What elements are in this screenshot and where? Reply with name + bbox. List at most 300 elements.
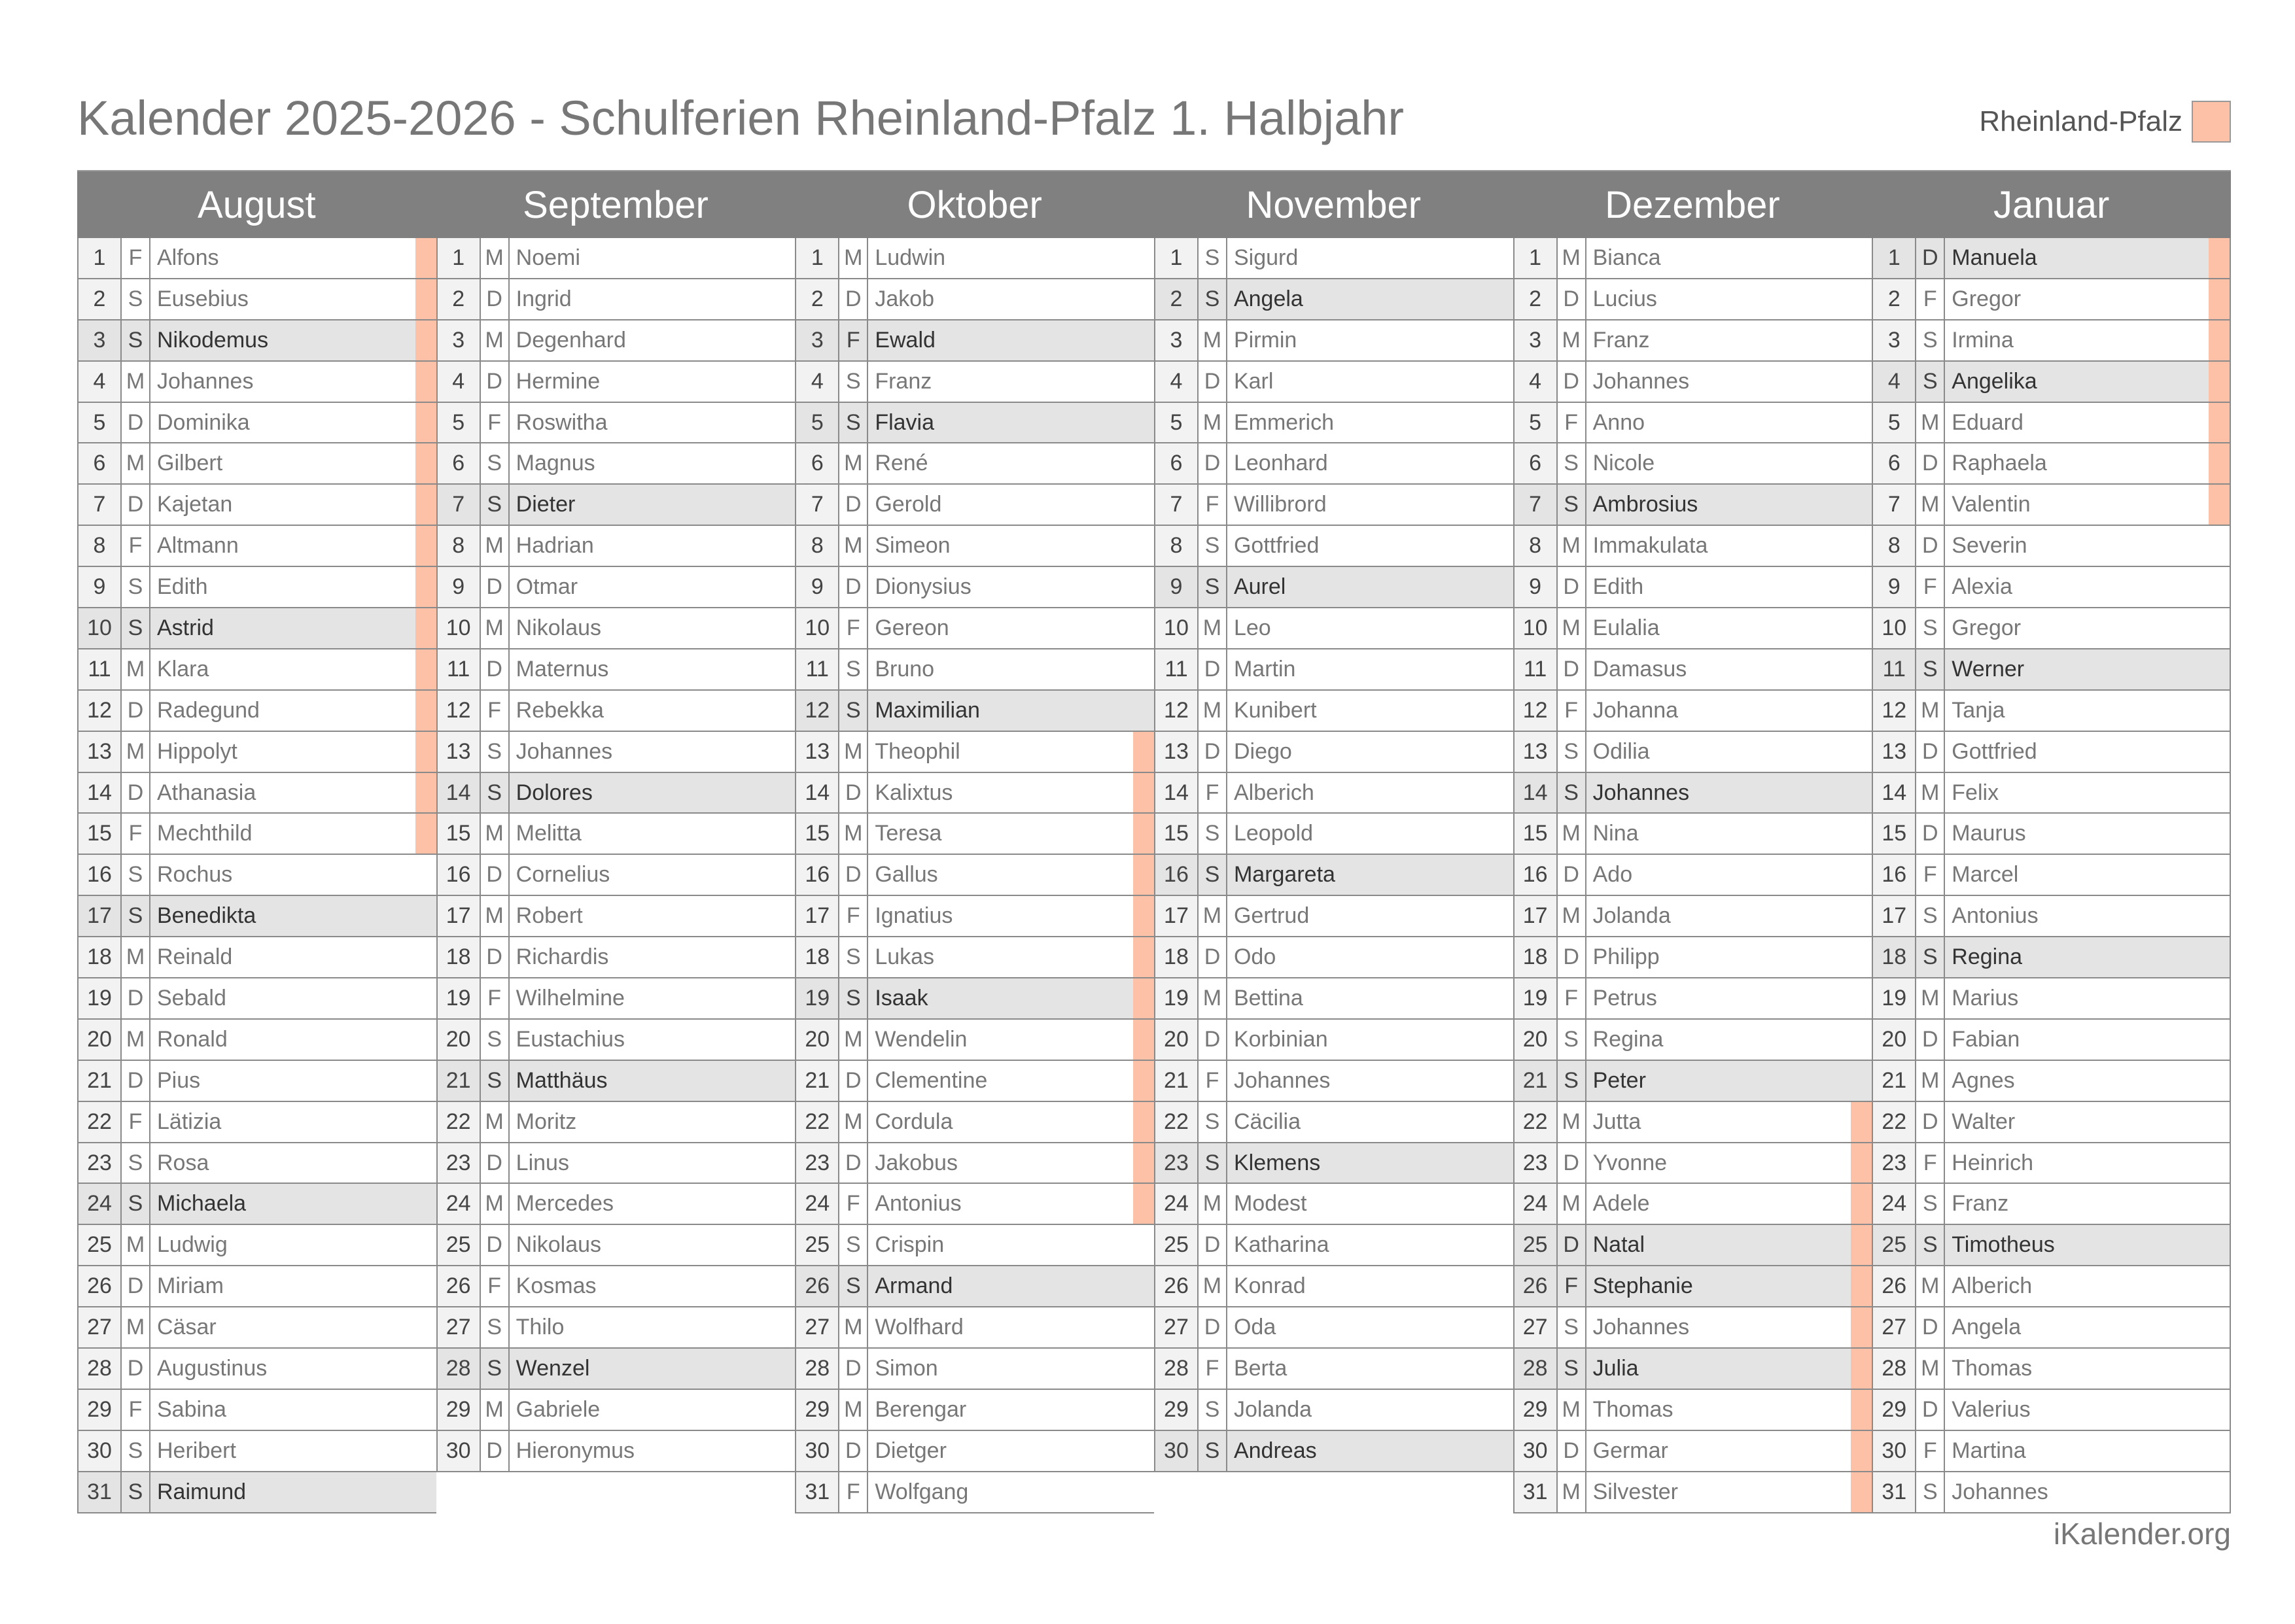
day-row (77, 567, 436, 608)
weekday-letter: S (1558, 1307, 1586, 1347)
day-row (1513, 937, 1872, 978)
day-row (1154, 1102, 1513, 1143)
name-day: Raphaela (1952, 451, 2047, 476)
weekday-letter: M (1558, 1472, 1586, 1512)
name-day: Anno (1592, 409, 1645, 435)
weekday-letter: M (1199, 978, 1227, 1018)
day-number: 6 (438, 443, 481, 483)
weekday-letter: D (1558, 937, 1586, 977)
legend-label: Rheinland-Pfalz (1979, 105, 2182, 137)
school-holiday-marker (415, 608, 436, 648)
day-row (436, 732, 796, 773)
day-number: 28 (1515, 1349, 1558, 1389)
name-day: Agnes (1952, 1067, 2015, 1093)
day-row (77, 1102, 436, 1143)
weekday-letter: S (1199, 567, 1227, 607)
school-holiday-marker (415, 567, 436, 607)
day-row (1872, 1020, 2231, 1061)
day-number: 15 (79, 814, 122, 854)
day-number: 18 (1155, 937, 1199, 977)
name-day: Degenhard (516, 327, 626, 353)
name-day: Eustachius (516, 1026, 625, 1052)
day-number: 29 (1515, 1390, 1558, 1430)
day-row (1872, 608, 2231, 649)
day-row (1513, 773, 1872, 814)
weekday-letter: S (122, 1472, 150, 1512)
name-day: Angela (1952, 1315, 2022, 1340)
name-day: Jolanda (1592, 903, 1671, 929)
day-row (1872, 238, 2231, 279)
day-number: 5 (796, 403, 839, 443)
day-number: 2 (79, 279, 122, 319)
day-row (1154, 238, 1513, 279)
name-day: Sigurd (1233, 245, 1299, 270)
weekday-letter: S (481, 732, 510, 772)
name-day: Berengar (875, 1396, 967, 1422)
weekday-letter: F (122, 1102, 150, 1142)
day-number: 22 (438, 1102, 481, 1142)
school-holiday-marker (1133, 978, 1154, 1018)
day-number: 27 (1155, 1307, 1199, 1347)
school-holiday-marker (1133, 896, 1154, 936)
day-row (1872, 978, 2231, 1020)
weekday-letter: M (1199, 691, 1227, 731)
day-row (1154, 320, 1513, 362)
day-row (1154, 1390, 1513, 1431)
name-day: Johanna (1592, 697, 1679, 723)
day-number: 22 (79, 1102, 122, 1142)
weekday-letter: D (1558, 649, 1586, 689)
weekday-letter: M (1916, 773, 1945, 813)
day-row (1154, 567, 1513, 608)
day-number: 17 (796, 896, 839, 936)
weekday-letter: D (1558, 1225, 1586, 1265)
weekday-letter: M (839, 1020, 868, 1060)
day-row (1513, 526, 1872, 567)
day-row (1513, 896, 1872, 937)
name-day: Willibrord (1233, 492, 1327, 517)
day-row (77, 279, 436, 320)
weekday-letter: F (1916, 567, 1945, 607)
name-day: Silvester (1592, 1479, 1678, 1504)
name-day: Moritz (516, 1109, 577, 1134)
name-day: Altmann (157, 533, 239, 559)
day-number: 19 (79, 978, 122, 1018)
day-number: 26 (79, 1266, 122, 1306)
day-number: 20 (1515, 1020, 1558, 1060)
day-row (1513, 238, 1872, 279)
weekday-letter: D (1558, 567, 1586, 607)
day-row (1872, 855, 2231, 896)
name-day: Cornelius (516, 862, 610, 888)
weekday-letter: M (1199, 320, 1227, 360)
day-number: 8 (438, 526, 481, 566)
weekday-letter: M (1558, 1102, 1586, 1142)
name-day: Margareta (1233, 862, 1335, 888)
school-holiday-marker (2209, 320, 2230, 360)
weekday-letter: F (839, 320, 868, 360)
day-row (1154, 814, 1513, 855)
name-day: Angelika (1952, 368, 2037, 394)
weekday-letter: S (122, 608, 150, 648)
day-row (1513, 485, 1872, 526)
day-row (795, 1472, 1154, 1513)
day-number: 13 (79, 732, 122, 772)
day-row (436, 1349, 796, 1390)
name-day: Felix (1952, 780, 1999, 805)
day-number: 30 (79, 1431, 122, 1471)
weekday-letter: S (1916, 1184, 1945, 1224)
day-number: 24 (1515, 1184, 1558, 1224)
day-number: 31 (79, 1472, 122, 1512)
weekday-letter: M (481, 320, 510, 360)
day-row (1872, 567, 2231, 608)
day-number: 11 (79, 649, 122, 689)
weekday-letter: M (1199, 608, 1227, 648)
weekday-letter: D (122, 1061, 150, 1101)
weekday-letter: S (1199, 238, 1227, 278)
weekday-letter: M (481, 1184, 510, 1224)
day-number: 20 (438, 1020, 481, 1060)
weekday-letter: S (1916, 649, 1945, 689)
day-row (436, 320, 796, 362)
weekday-letter: D (1199, 362, 1227, 402)
day-number: 14 (1873, 773, 1916, 813)
name-day: Johannes (516, 738, 613, 764)
name-day: Kalixtus (875, 780, 953, 805)
weekday-letter: S (839, 403, 868, 443)
name-day: Noemi (516, 245, 580, 270)
day-row (77, 1307, 436, 1349)
weekday-letter: S (1916, 608, 1945, 648)
school-holiday-marker (1133, 1184, 1154, 1224)
name-day: Wilhelmine (516, 985, 625, 1011)
school-holiday-marker (1133, 937, 1154, 977)
name-day: Cäcilia (1233, 1109, 1301, 1134)
day-number: 28 (796, 1349, 839, 1389)
day-row (1872, 1431, 2231, 1472)
name-day: Astrid (157, 615, 214, 640)
day-number: 25 (1515, 1225, 1558, 1265)
weekday-letter: M (1558, 320, 1586, 360)
name-day: Radegund (157, 697, 260, 723)
name-day: Germar (1592, 1438, 1668, 1463)
day-number: 19 (796, 978, 839, 1018)
weekday-letter: D (1916, 1390, 1945, 1430)
day-row (1872, 403, 2231, 444)
school-holiday-marker (415, 279, 436, 319)
school-holiday-marker (1133, 1143, 1154, 1183)
day-row (77, 773, 436, 814)
weekday-letter: D (122, 773, 150, 813)
weekday-letter: F (481, 691, 510, 731)
name-day: Aurel (1233, 574, 1286, 600)
name-day: Michaela (157, 1191, 247, 1217)
day-row (1154, 1020, 1513, 1061)
weekday-letter: M (1199, 1266, 1227, 1306)
weekday-letter: D (1916, 814, 1945, 854)
name-day: Johannes (157, 368, 254, 394)
day-row (795, 937, 1154, 978)
day-number: 16 (796, 855, 839, 895)
day-number: 14 (796, 773, 839, 813)
name-day: Nikolaus (516, 1232, 602, 1258)
day-number: 24 (1155, 1184, 1199, 1224)
day-row (1154, 978, 1513, 1020)
day-number: 2 (438, 279, 481, 319)
weekday-letter: S (122, 320, 150, 360)
school-holiday-marker (1133, 855, 1154, 895)
day-row (795, 978, 1154, 1020)
legend-color-swatch (2192, 101, 2231, 143)
name-day: Leonhard (1233, 451, 1328, 476)
day-row (795, 485, 1154, 526)
day-row (795, 443, 1154, 485)
month-column-august (77, 170, 436, 1513)
day-row (1872, 1266, 2231, 1307)
day-number: 18 (1873, 937, 1916, 977)
name-day: Konrad (1233, 1273, 1306, 1299)
day-number: 27 (1873, 1307, 1916, 1347)
name-day: Franz (875, 368, 932, 394)
name-day: Dominika (157, 409, 250, 435)
day-number: 18 (1515, 937, 1558, 977)
day-number: 16 (79, 855, 122, 895)
name-day: Thomas (1592, 1396, 1673, 1422)
day-number: 23 (1873, 1143, 1916, 1183)
weekday-letter: D (122, 691, 150, 731)
name-day: Eusebius (157, 286, 249, 311)
day-number: 31 (796, 1472, 839, 1512)
name-day: Edith (1592, 574, 1644, 600)
day-number: 12 (1873, 691, 1916, 731)
name-day: Rebekka (516, 697, 604, 723)
name-day: Walter (1952, 1109, 2016, 1134)
weekday-letter: S (1916, 320, 1945, 360)
weekday-letter: D (839, 485, 868, 525)
day-number: 28 (79, 1349, 122, 1389)
school-holiday-marker (2209, 238, 2230, 278)
weekday-letter: D (1199, 937, 1227, 977)
day-row (1872, 1143, 2231, 1184)
name-day: Maternus (516, 656, 609, 682)
weekday-letter: F (1199, 1061, 1227, 1101)
weekday-letter: F (1916, 1431, 1945, 1471)
day-number: 20 (1873, 1020, 1916, 1060)
day-row (77, 1143, 436, 1184)
day-number: 27 (438, 1307, 481, 1347)
weekday-letter: S (481, 443, 510, 483)
name-day: Emmerich (1233, 409, 1334, 435)
day-number: 23 (796, 1143, 839, 1183)
day-row (436, 691, 796, 732)
day-row (436, 279, 796, 320)
weekday-letter: F (839, 896, 868, 936)
weekday-letter: S (839, 978, 868, 1018)
name-day: Wolfhard (875, 1315, 964, 1340)
name-day: Ludwin (875, 245, 946, 270)
weekday-letter: D (481, 279, 510, 319)
month-column-oktober (795, 170, 1154, 1513)
weekday-letter: F (1558, 691, 1586, 731)
name-day: Hadrian (516, 533, 594, 559)
day-row (795, 526, 1154, 567)
weekday-letter: D (839, 1349, 868, 1389)
name-day: Gereon (875, 615, 949, 640)
day-row (795, 238, 1154, 279)
day-number: 20 (1155, 1020, 1199, 1060)
name-day: Hermine (516, 368, 601, 394)
day-row (1872, 814, 2231, 855)
month-header: Januar (1872, 170, 2231, 238)
weekday-letter: S (481, 1061, 510, 1101)
day-number: 8 (1515, 526, 1558, 566)
weekday-letter: S (1199, 279, 1227, 319)
day-number: 1 (79, 238, 122, 278)
weekday-letter: D (1916, 526, 1945, 566)
name-day: Johannes (1592, 1315, 1690, 1340)
weekday-letter: F (1558, 978, 1586, 1018)
weekday-letter: D (1199, 732, 1227, 772)
day-row (795, 855, 1154, 896)
name-day: Wolfgang (875, 1479, 969, 1504)
name-day: Pirmin (1233, 327, 1297, 353)
name-day: Linus (516, 1150, 569, 1175)
day-number: 3 (1155, 320, 1199, 360)
weekday-letter: D (481, 937, 510, 977)
day-number: 25 (1155, 1225, 1199, 1265)
weekday-letter: D (1916, 732, 1945, 772)
school-holiday-marker (1133, 1020, 1154, 1060)
weekday-letter: F (1558, 403, 1586, 443)
day-row (1872, 320, 2231, 362)
weekday-letter: M (481, 608, 510, 648)
day-number: 19 (1515, 978, 1558, 1018)
name-day: Karl (1233, 368, 1274, 394)
name-day: Sebald (157, 985, 226, 1011)
day-number: 12 (79, 691, 122, 731)
weekday-letter: S (1916, 1472, 1945, 1512)
day-row (77, 1184, 436, 1225)
day-row (1872, 1184, 2231, 1225)
school-holiday-marker (415, 362, 436, 402)
weekday-letter: D (122, 1349, 150, 1389)
name-day: Damasus (1592, 656, 1687, 682)
day-number: 13 (1515, 732, 1558, 772)
day-row (1154, 896, 1513, 937)
name-day: Mechthild (157, 821, 253, 846)
month-header: November (1154, 170, 1513, 238)
school-holiday-marker (415, 320, 436, 360)
day-row (1872, 485, 2231, 526)
name-day: Ronald (157, 1026, 228, 1052)
day-row (436, 1307, 796, 1349)
weekday-letter: D (481, 1225, 510, 1265)
name-day: Martin (1233, 656, 1296, 682)
month-header: Oktober (795, 170, 1154, 238)
day-row (436, 485, 796, 526)
weekday-letter: M (122, 937, 150, 977)
day-number: 29 (438, 1390, 481, 1430)
day-number: 26 (438, 1266, 481, 1306)
weekday-letter: M (1916, 1266, 1945, 1306)
weekday-letter: S (481, 1020, 510, 1060)
name-day: Manuela (1952, 245, 2037, 270)
day-number: 4 (79, 362, 122, 402)
school-holiday-marker (2209, 443, 2230, 483)
weekday-letter: M (481, 896, 510, 936)
school-holiday-marker (1851, 1266, 1872, 1306)
name-day: Gilbert (157, 451, 223, 476)
day-row (1872, 1061, 2231, 1102)
weekday-letter: S (1558, 732, 1586, 772)
month-header: Dezember (1513, 170, 1872, 238)
name-day: Korbinian (1233, 1026, 1328, 1052)
name-day: Bettina (1233, 985, 1303, 1011)
page-title: Kalender 2025-2026 - Schulferien Rheinland-Pfalz 1. Halbjahr (77, 91, 1405, 145)
weekday-letter: M (1916, 978, 1945, 1018)
day-number: 29 (796, 1390, 839, 1430)
weekday-letter: M (122, 1307, 150, 1347)
day-number: 30 (1155, 1431, 1199, 1471)
weekday-letter: S (1558, 1349, 1586, 1389)
name-day: Andreas (1233, 1438, 1317, 1463)
weekday-letter: F (1199, 1349, 1227, 1389)
day-row (1872, 279, 2231, 320)
school-holiday-marker (415, 238, 436, 278)
day-row (1872, 1102, 2231, 1143)
day-number: 25 (1873, 1225, 1916, 1265)
weekday-letter: S (481, 485, 510, 525)
day-row (1154, 1143, 1513, 1184)
day-row (436, 238, 796, 279)
day-number: 17 (438, 896, 481, 936)
day-number: 16 (438, 855, 481, 895)
weekday-letter: M (1916, 1349, 1945, 1389)
weekday-letter: S (1199, 1390, 1227, 1430)
day-row (1154, 855, 1513, 896)
month-column-januar (1872, 170, 2231, 1513)
day-row (1513, 279, 1872, 320)
day-row (795, 1266, 1154, 1307)
name-day: Lätizia (157, 1109, 222, 1134)
day-number: 24 (79, 1184, 122, 1224)
weekday-letter: F (122, 238, 150, 278)
weekday-letter: D (839, 773, 868, 813)
name-day: Timotheus (1952, 1232, 2055, 1258)
day-number: 11 (1873, 649, 1916, 689)
name-day: Melitta (516, 821, 582, 846)
school-holiday-marker (415, 814, 436, 854)
day-number: 5 (1155, 403, 1199, 443)
day-row (436, 403, 796, 444)
day-row (77, 978, 436, 1020)
school-holiday-marker (1851, 1143, 1872, 1183)
name-day: Isaak (875, 985, 928, 1011)
weekday-letter: F (122, 814, 150, 854)
day-number: 4 (796, 362, 839, 402)
weekday-letter: S (1558, 773, 1586, 813)
day-row (77, 649, 436, 691)
day-number: 8 (1155, 526, 1199, 566)
day-row (436, 362, 796, 403)
day-row (1513, 608, 1872, 649)
name-day: Bruno (875, 656, 935, 682)
name-day: Odilia (1592, 738, 1650, 764)
day-row (1872, 691, 2231, 732)
name-day: Lukas (875, 944, 935, 970)
weekday-letter: S (122, 567, 150, 607)
